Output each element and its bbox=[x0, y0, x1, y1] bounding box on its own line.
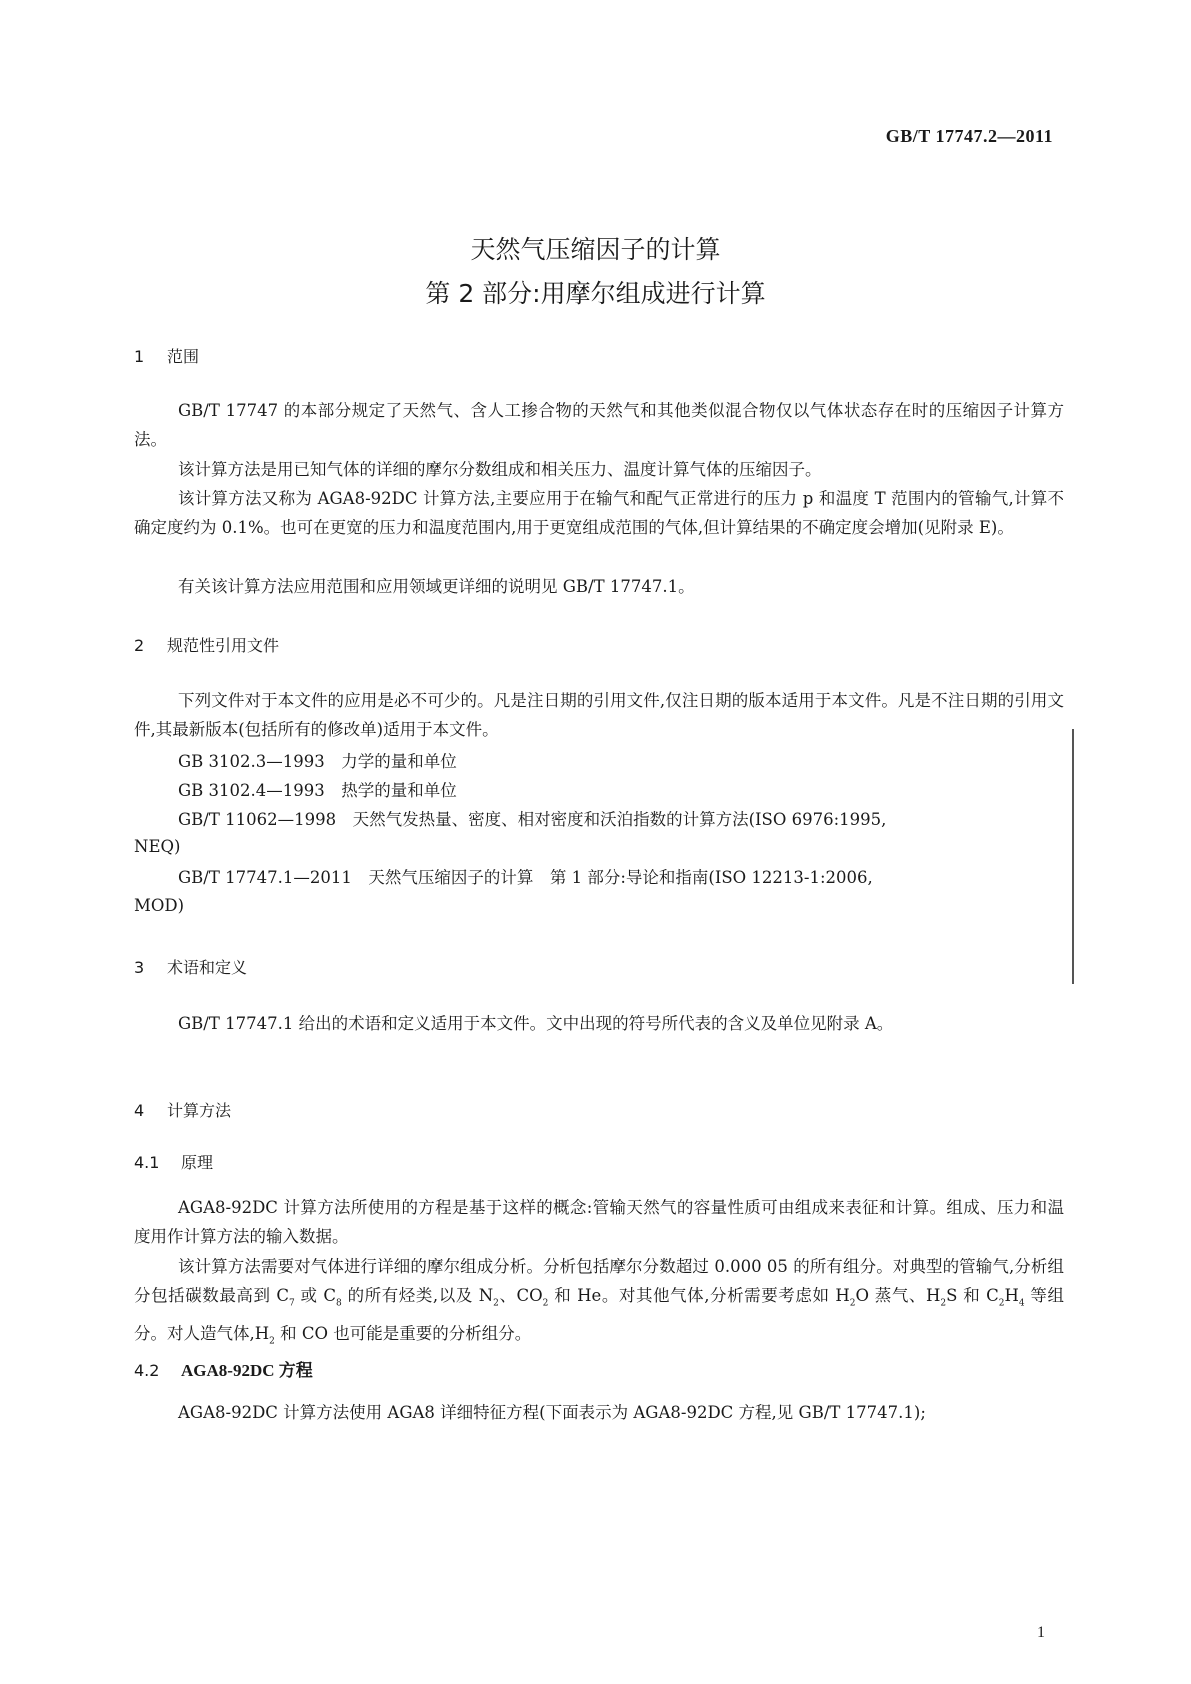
section-4-2-paragraph-1: AGA8-92DC 计算方法使用 AGA8 详细特征方程(下面表示为 AGA8-92DC 方程,见 GB/T 17747.1); bbox=[178, 1403, 926, 1422]
title-line-2: 第 2 部分:用摩尔组成进行计算 bbox=[425, 279, 766, 308]
change-bar bbox=[1072, 729, 1074, 984]
subscript: 4 bbox=[1018, 1298, 1025, 1309]
text-run: 等组分。对人造气体,H bbox=[134, 1286, 1064, 1344]
subsection-title: 原理 bbox=[181, 1153, 214, 1172]
section-title: 规范性引用文件 bbox=[167, 636, 280, 655]
subscript: 2 bbox=[542, 1298, 549, 1309]
text-run: 和 He。对其他气体,分析需要考虑如 H bbox=[548, 1286, 850, 1306]
page-number: 1 bbox=[1037, 1624, 1045, 1641]
section-4-heading bbox=[134, 1098, 231, 1121]
text-run: 和 CO 也可能是重要的分析组分。 bbox=[274, 1324, 532, 1344]
section-2-heading bbox=[134, 633, 279, 656]
section-4-1-paragraph-1: AGA8-92DC 计算方法所使用的方程是基于这样的概念:管输天然气的容量性质可由组成来表征和计算。组成、压力和温度用作计算方法的输入数据。 bbox=[134, 1198, 1064, 1247]
reference-item-continuation: MOD) bbox=[134, 896, 185, 915]
subsection-4-1-heading bbox=[134, 1150, 213, 1173]
reference-item: GB 3102.3—1993 力学的量和单位 bbox=[178, 752, 457, 771]
section-number: 4 bbox=[134, 1101, 145, 1120]
text-run: 、CO bbox=[498, 1286, 543, 1306]
section-1-paragraph-1: GB/T 17747 的本部分规定了天然气、含人工掺合物的天然气和其他类似混合物仅以气体状态存在时的压缩因子计算方法。 bbox=[134, 401, 1064, 450]
text-run: 或 C bbox=[294, 1286, 337, 1306]
section-4-1-paragraph-2 bbox=[134, 1252, 1064, 1357]
standard-number: GB/T 17747.2—2011 bbox=[885, 126, 1053, 146]
section-1-paragraph-4: 有关该计算方法应用范围和应用领域更详细的说明见 GB/T 17747.1。 bbox=[178, 577, 695, 596]
section-number: 3 bbox=[134, 958, 145, 977]
text-run: O 蒸气、H bbox=[855, 1286, 941, 1306]
section-1-heading bbox=[134, 344, 199, 367]
section-1-paragraph-3: 该计算方法又称为 AGA8-92DC 计算方法,主要应用于在输气和配气正常进行的压力 p 和温度 T 范围内的管输气,计算不确定度约为 0.1%。也可在更宽的压力和温度范围内,用于更宽组成范围的气体,但计算结果的不确定度会增加(见附录 E)。 bbox=[134, 489, 1064, 538]
section-3-paragraph-1: GB/T 17747.1 给出的术语和定义适用于本文件。文中出现的符号所代表的含义及单位见附录 A。 bbox=[178, 1014, 894, 1033]
text-run: 的所有烃类,以及 N bbox=[341, 1286, 494, 1306]
reference-item: GB 3102.4—1993 热学的量和单位 bbox=[178, 781, 457, 800]
subsection-4-2-heading bbox=[134, 1356, 313, 1381]
reference-item: GB/T 11062—1998 天然气发热量、密度、相对密度和沃泊指数的计算方法(ISO 6976:1995, bbox=[178, 810, 887, 829]
subsection-title: AGA8-92DC 方程 bbox=[181, 1361, 313, 1380]
subscript: 2 bbox=[998, 1298, 1005, 1309]
section-number: 2 bbox=[134, 636, 145, 655]
section-2-paragraph-1: 下列文件对于本文件的应用是必不可少的。凡是注日期的引用文件,仅注日期的版本适用于本文件。凡是不注日期的引用文件,其最新版本(包括所有的修改单)适用于本文件。 bbox=[134, 691, 1064, 740]
reference-item: GB/T 17747.1—2011 天然气压缩因子的计算 第 1 部分:导论和指南(ISO 12213-1:2006, bbox=[178, 868, 873, 887]
text-run: H bbox=[1004, 1286, 1019, 1306]
section-3-heading bbox=[134, 955, 247, 978]
subsection-number: 4.2 bbox=[134, 1361, 160, 1380]
reference-item-continuation: NEQ) bbox=[134, 837, 181, 856]
section-1-paragraph-2: 该计算方法是用已知气体的详细的摩尔分数组成和相关压力、温度计算气体的压缩因子。 bbox=[178, 460, 822, 479]
subscript: 2 bbox=[269, 1336, 275, 1347]
subscript: 2 bbox=[849, 1298, 856, 1309]
text-run: S 和 C bbox=[946, 1286, 999, 1306]
subscript: 2 bbox=[940, 1298, 947, 1309]
subsection-number: 4.1 bbox=[134, 1153, 160, 1172]
section-title: 术语和定义 bbox=[167, 958, 248, 977]
section-title: 范围 bbox=[167, 347, 200, 366]
section-title: 计算方法 bbox=[167, 1101, 232, 1120]
subscript: 8 bbox=[336, 1298, 342, 1309]
section-number: 1 bbox=[134, 347, 145, 366]
subscript: 2 bbox=[493, 1298, 499, 1309]
title-line-1: 天然气压缩因子的计算 bbox=[470, 235, 721, 264]
text-run: 该计算方法需要对气体进行详细的摩尔组成分析。分析包括摩尔分数超过 0.000 05 的所有组分。对典型的管输气,分析组分包括碳数最高到 C bbox=[134, 1257, 1064, 1306]
document-title bbox=[0, 228, 1191, 316]
subscript: 7 bbox=[288, 1298, 295, 1309]
